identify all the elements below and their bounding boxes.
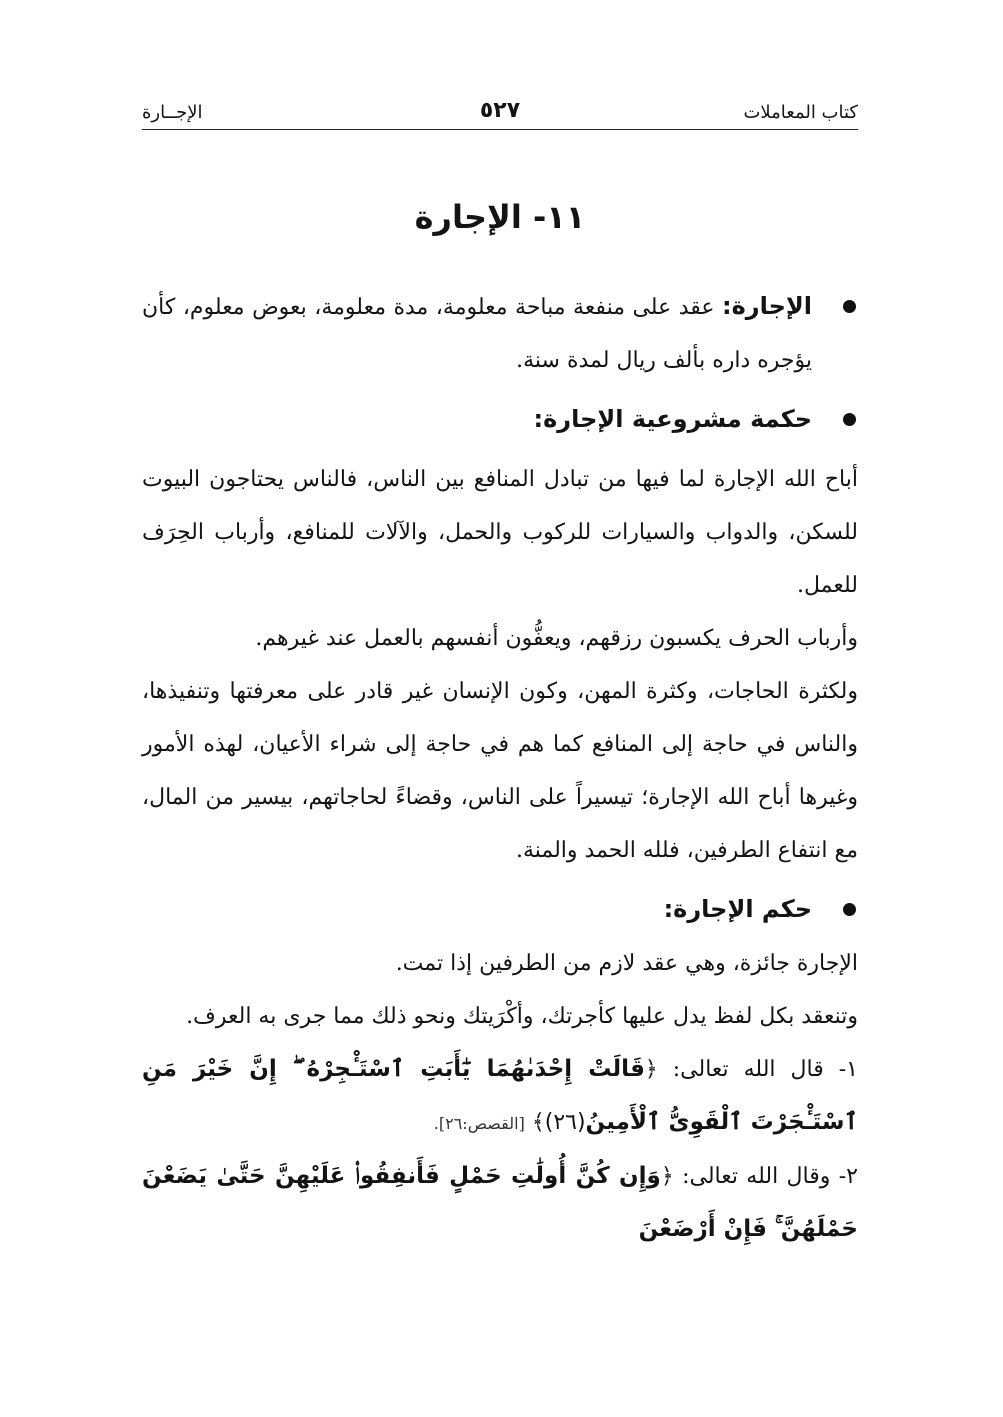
verse-item-1: [142, 1043, 858, 1150]
wisdom-heading-item: [142, 393, 858, 447]
page-number: ٥٢٧: [479, 98, 521, 123]
verse-number: (٢٦): [544, 1110, 586, 1135]
verse-text: قَالَتْ إِحْدَىٰهُمَا يَٰٓأَبَتِ ٱسْتَـْٔجِرْهُ ۖ إِنَّ خَيْرَ مَنِ ٱسْتَـْٔجَرْتَ ٱلْقَوِىُّ ٱلْأَمِينُ: [142, 1056, 858, 1135]
definition-head: الإجارة:: [722, 292, 812, 320]
definition-item: [142, 280, 858, 387]
verse-prefix: ١- قال الله تعالى:: [657, 1057, 858, 1082]
book-title: كتاب المعاملات: [743, 102, 858, 123]
verse-text: وَإِن كُنَّ أُولَٰتِ حَمْلٍ فَأَنفِقُوا۟ عَلَيْهِنَّ حَتَّىٰ يَضَعْنَ حَمْلَهُنَّ ۚ فَإِنْ أَرْضَعْنَ: [142, 1163, 858, 1242]
bullet-icon: [843, 903, 856, 916]
verse-reference: [القصص:٢٦].: [433, 1114, 525, 1133]
verse-close-bracket: ﴾: [531, 1110, 545, 1135]
verse-prefix: ٢- وقال الله تعالى:: [673, 1164, 858, 1189]
wisdom-paragraph-3: ولكثرة الحاجات، وكثرة المهن، وكون الإنسان غير قادر على معرفتها وتنفيذها، والناس في حاجة إلى المنافع كما هم في حاجة إلى شراء الأعيان، لهذه الأمور وغيرها أباح الله الإجارة؛ تيسيراً على الناس، وقضاءً لحاجاتهم، بيسير من المال، مع انتفاع الطرفين، فلله الحمد والمنة.: [142, 679, 858, 863]
chapter-title: الإجــارة: [142, 102, 203, 123]
wisdom-paragraph-1: أباح الله الإجارة لما فيها من تبادل المنافع بين الناس، فالناس يحتاجون البيوت للسكن، والدواب والسيارات للركوب والحمل، والآلات للمنافع، وأرباب الحِرَف للعمل.: [142, 467, 858, 598]
header-divider: [142, 129, 858, 130]
verse-open-bracket: ﴿: [644, 1057, 658, 1082]
bullet-icon: [843, 300, 856, 313]
wisdom-paragraph-2: وأرباب الحرف يكسبون رزقهم، ويعفُّون أنفسهم بالعمل عند غيرهم.: [255, 626, 858, 651]
ruling-heading-item: [142, 883, 858, 937]
ruling-paragraph-1: الإجارة جائزة، وهي عقد لازم من الطرفين إذا تمت.: [395, 951, 858, 976]
ruling-paragraph-2: وتنعقد بكل لفظ يدل عليها كأجرتك، وأكْرَيتك ونحو ذلك مما جرى به العرف.: [186, 1004, 858, 1029]
ruling-heading: حكم الإجارة:: [663, 895, 812, 923]
page-header: [142, 98, 858, 130]
page-body: [142, 280, 858, 1256]
definition-text: عقد على منفعة مباحة معلومة، مدة معلومة، بعوض معلوم، كأن يؤجره داره بألف ريال لمدة سنة.: [142, 295, 812, 373]
section-title: ١١- الإجارة: [414, 198, 586, 236]
bullet-icon: [843, 413, 856, 426]
verse-item-2: [142, 1150, 858, 1256]
wisdom-heading: حكمة مشروعية الإجارة:: [533, 405, 812, 433]
verse-open-bracket: ﴿: [660, 1164, 674, 1189]
